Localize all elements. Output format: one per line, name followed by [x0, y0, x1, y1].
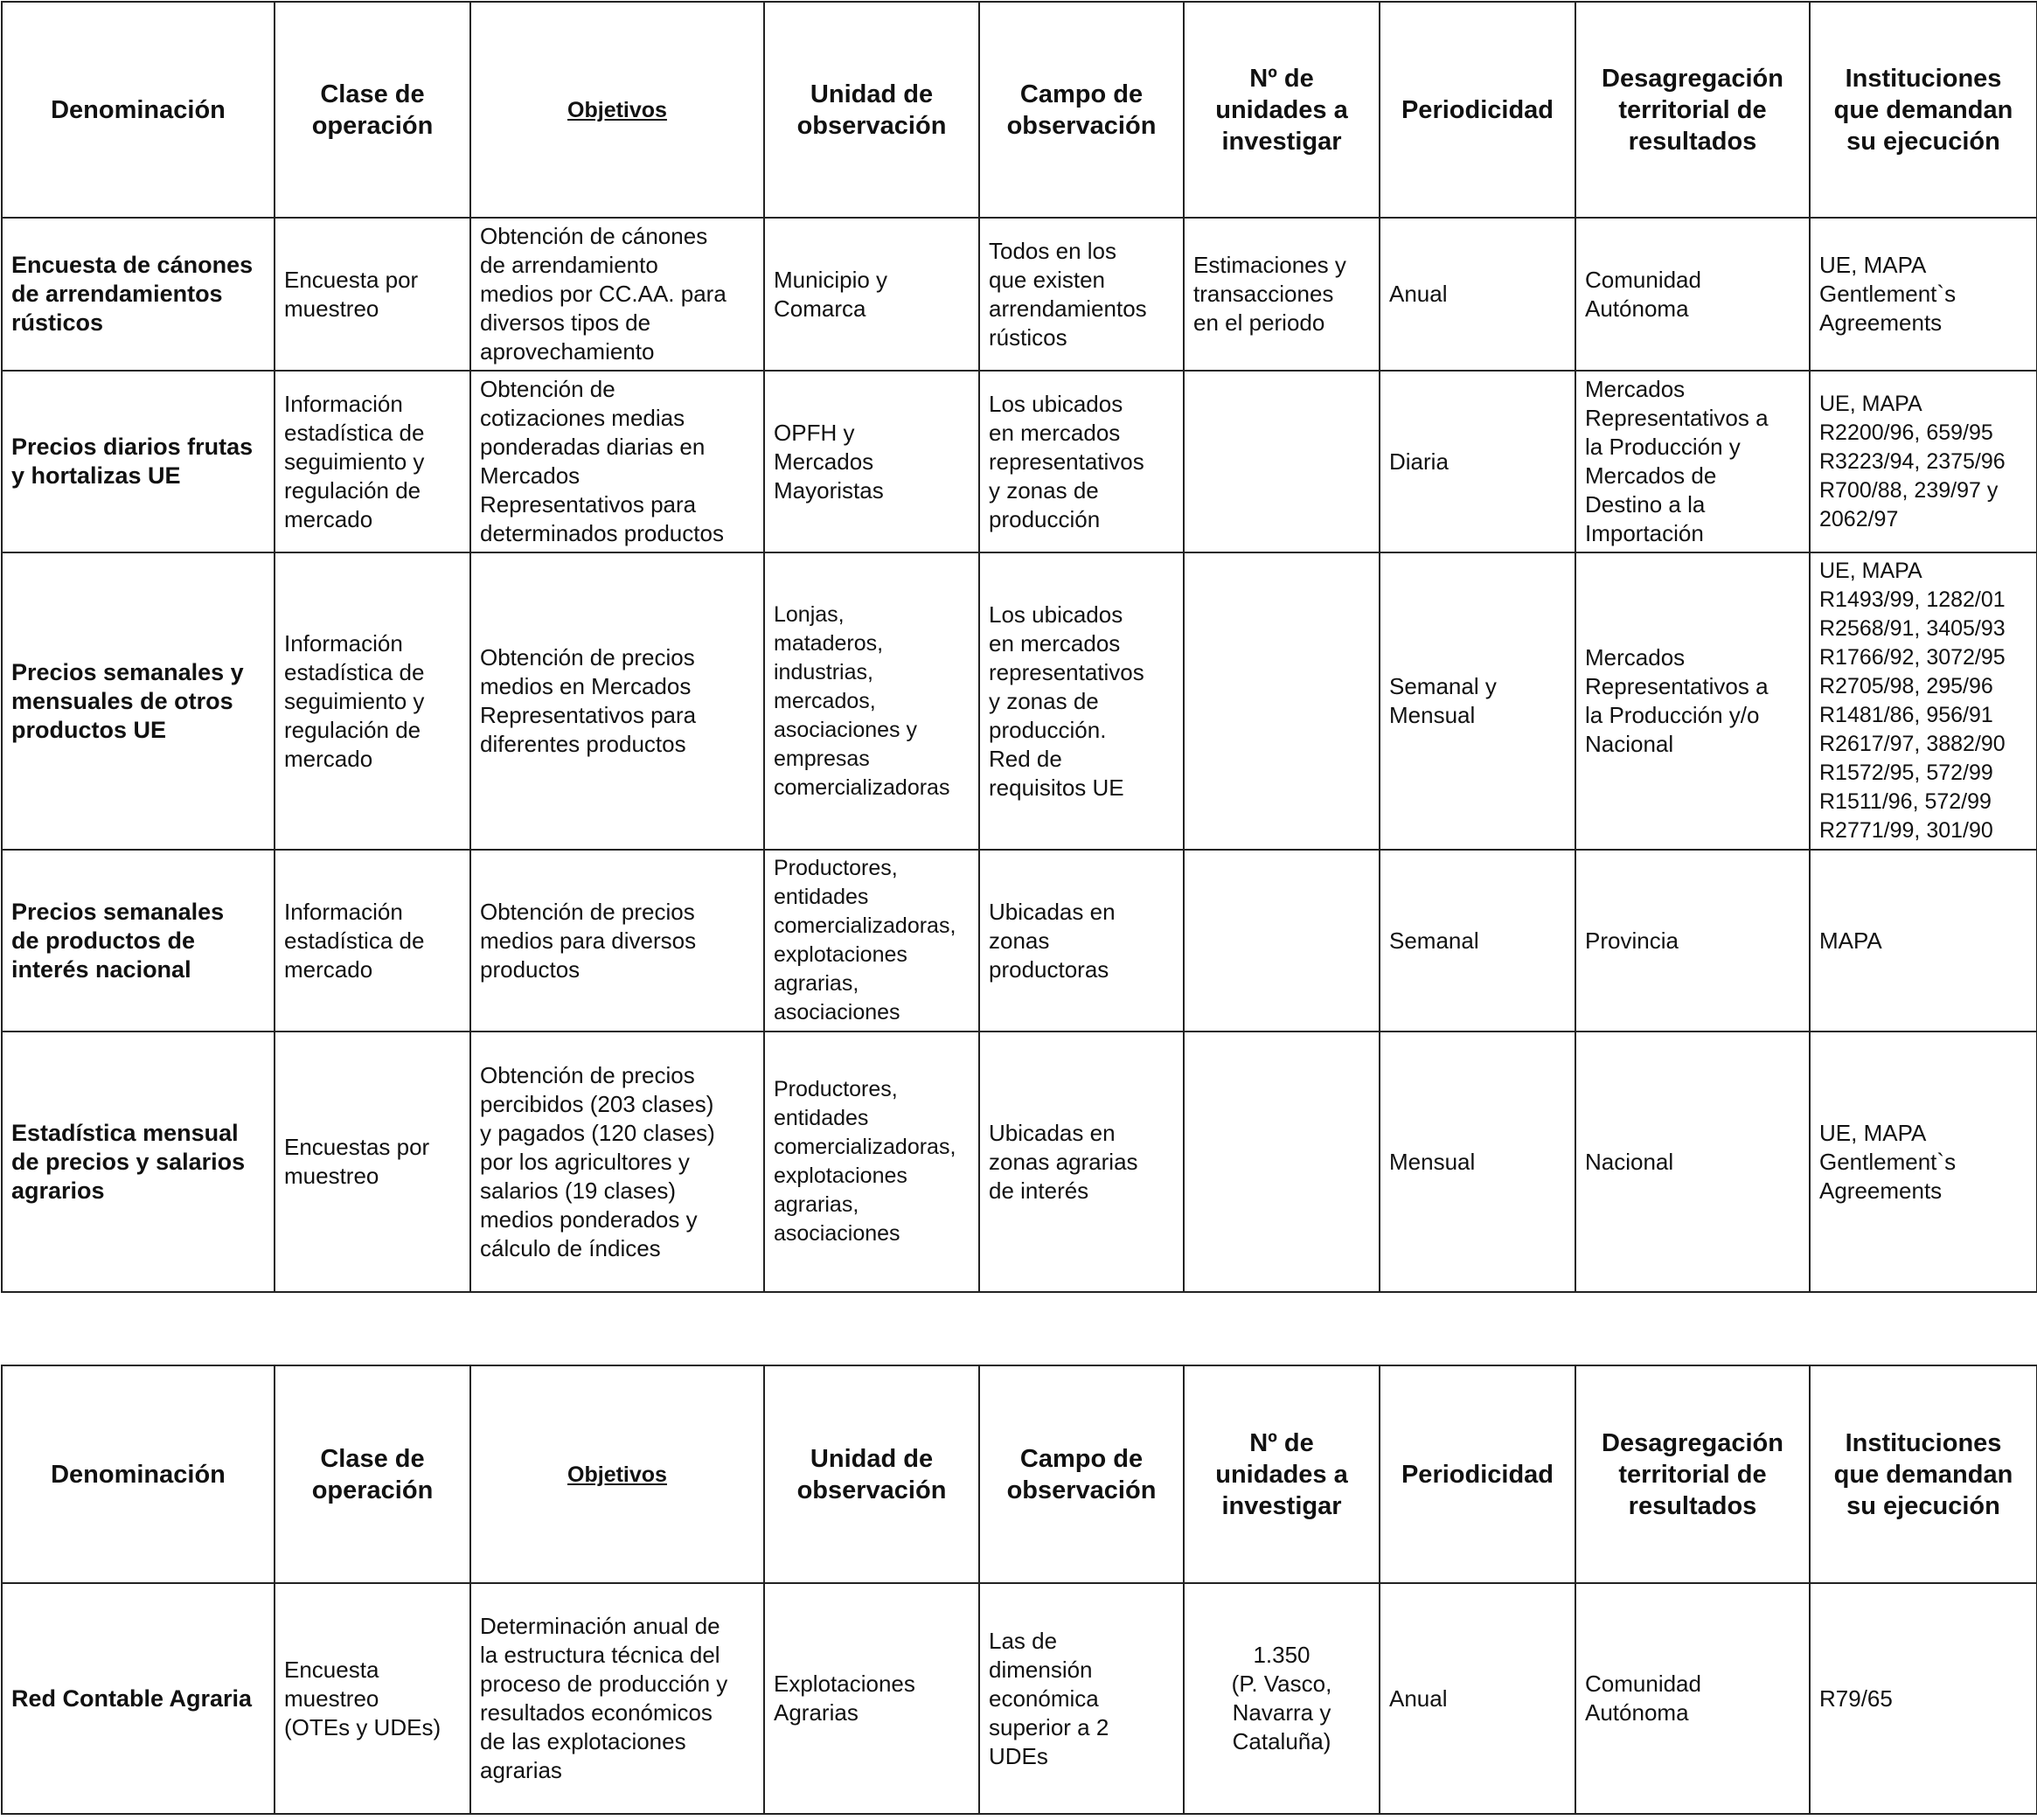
cell-instituciones: MAPA — [1810, 850, 2037, 1032]
cell-num-unidades: 1.350 (P. Vasco, Navarra y Cataluña) — [1184, 1583, 1380, 1814]
cell-instituciones: R79/65 — [1810, 1583, 2037, 1814]
cell-denominacion: Encuesta de cánones de arrendamientos rústicos — [2, 218, 275, 371]
cell-denominacion: Precios diarios frutas y hortalizas UE — [2, 371, 275, 552]
header-unidad: Unidad de observación — [764, 2, 979, 218]
header-num-unidades: Nº de unidades a investigar — [1184, 2, 1380, 218]
cell-desagregacion: Mercados Representativos a la Producción y/o Nacional — [1575, 552, 1810, 850]
header-denominacion: Denominación — [2, 1365, 275, 1583]
header-num-unidades: Nº de unidades a investigar — [1184, 1365, 1380, 1583]
cell-instituciones: UE, MAPA Gentlement`s Agreements — [1810, 1032, 2037, 1292]
cell-clase: Información estadística de seguimiento y regulación de mercado — [275, 552, 470, 850]
cell-instituciones: UE, MAPA R2200/96, 659/95 R3223/94, 2375/96 R700/88, 239/97 y 2062/97 — [1810, 371, 2037, 552]
cell-periodicidad: Semanal y Mensual — [1380, 552, 1575, 850]
header-instituciones: Instituciones que demandan su ejecución — [1810, 1365, 2037, 1583]
header-unidad: Unidad de observación — [764, 1365, 979, 1583]
cell-num-unidades — [1184, 850, 1380, 1032]
cell-desagregacion: Nacional — [1575, 1032, 1810, 1292]
cell-unidad: Municipio y Comarca — [764, 218, 979, 371]
table-row — [2, 850, 2037, 1032]
cell-denominacion: Precios semanales de productos de interés nacional — [2, 850, 275, 1032]
cell-clase: Encuesta por muestreo — [275, 218, 470, 371]
cell-num-unidades: Estimaciones y transacciones en el periodo — [1184, 218, 1380, 371]
cell-num-unidades — [1184, 371, 1380, 552]
cell-campo: Las de dimensión económica superior a 2 UDEs — [979, 1583, 1184, 1814]
cell-instituciones: UE, MAPA Gentlement`s Agreements — [1810, 218, 2037, 371]
header-denominacion: Denominación — [2, 2, 275, 218]
header-clase: Clase de operación — [275, 2, 470, 218]
cell-clase: Información estadística de mercado — [275, 850, 470, 1032]
cell-denominacion: Red Contable Agraria — [2, 1583, 275, 1814]
cell-num-unidades — [1184, 552, 1380, 850]
cell-num-unidades — [1184, 1032, 1380, 1292]
cell-campo: Los ubicados en mercados representativos y zonas de producción. Red de requisitos UE — [979, 552, 1184, 850]
table-row — [2, 218, 2037, 371]
header-objetivos: Objetivos — [470, 2, 764, 218]
cell-objetivos: Obtención de precios medios en Mercados Representativos para diferentes productos — [470, 552, 764, 850]
operations-table-1 — [1, 1, 2037, 1293]
cell-denominacion: Precios semanales y mensuales de otros productos UE — [2, 552, 275, 850]
cell-clase: Encuesta muestreo (OTEs y UDEs) — [275, 1583, 470, 1814]
cell-desagregacion: Comunidad Autónoma — [1575, 1583, 1810, 1814]
cell-objetivos: Obtención de precios percibidos (203 clases) y pagados (120 clases) por los agricultores y salarios (19 clases) medios ponderados y cálculo de índices — [470, 1032, 764, 1292]
cell-campo: Ubicadas en zonas productoras — [979, 850, 1184, 1032]
header-clase: Clase de operación — [275, 1365, 470, 1583]
cell-periodicidad: Anual — [1380, 218, 1575, 371]
cell-clase: Información estadística de seguimiento y regulación de mercado — [275, 371, 470, 552]
header-desagregacion: Desagregación territorial de resultados — [1575, 2, 1810, 218]
cell-unidad: OPFH y Mercados Mayoristas — [764, 371, 979, 552]
cell-desagregacion: Mercados Representativos a la Producción y Mercados de Destino a la Importación — [1575, 371, 1810, 552]
table-row — [2, 1032, 2037, 1292]
header-periodicidad: Periodicidad — [1380, 2, 1575, 218]
table-row — [2, 552, 2037, 850]
operations-table-2 — [1, 1365, 2037, 1815]
cell-periodicidad: Mensual — [1380, 1032, 1575, 1292]
cell-unidad: Productores, entidades comercializadoras, explotaciones agrarias, asociaciones — [764, 1032, 979, 1292]
header-row — [2, 1365, 2037, 1583]
cell-unidad: Explotaciones Agrarias — [764, 1583, 979, 1814]
header-objetivos: Objetivos — [470, 1365, 764, 1583]
cell-campo: Los ubicados en mercados representativos y zonas de producción — [979, 371, 1184, 552]
cell-periodicidad: Semanal — [1380, 850, 1575, 1032]
cell-desagregacion: Provincia — [1575, 850, 1810, 1032]
header-row — [2, 2, 2037, 218]
header-instituciones: Instituciones que demandan su ejecución — [1810, 2, 2037, 218]
table-row — [2, 1583, 2037, 1814]
cell-objetivos: Obtención de cánones de arrendamiento medios por CC.AA. para diversos tipos de aprovechamiento — [470, 218, 764, 371]
cell-campo: Ubicadas en zonas agrarias de interés — [979, 1032, 1184, 1292]
cell-objetivos: Obtención de cotizaciones medias ponderadas diarias en Mercados Representativos para determinados productos — [470, 371, 764, 552]
cell-instituciones: UE, MAPA R1493/99, 1282/01 R2568/91, 3405/93 R1766/92, 3072/95 R2705/98, 295/96 R1481/86, 956/91 R2617/97, 3882/90 R1572/95, 572/99 R1511/96, 572/99 R2771/99, 301/90 — [1810, 552, 2037, 850]
cell-unidad: Productores, entidades comercializadoras, explotaciones agrarias, asociaciones — [764, 850, 979, 1032]
cell-denominacion: Estadística mensual de precios y salarios agrarios — [2, 1032, 275, 1292]
header-campo: Campo de observación — [979, 1365, 1184, 1583]
cell-campo: Todos en los que existen arrendamientos rústicos — [979, 218, 1184, 371]
header-desagregacion: Desagregación territorial de resultados — [1575, 1365, 1810, 1583]
cell-objetivos: Determinación anual de la estructura técnica del proceso de producción y resultados económicos de las explotaciones agrarias — [470, 1583, 764, 1814]
cell-unidad: Lonjas, mataderos, industrias, mercados, asociaciones y empresas comercializadoras — [764, 552, 979, 850]
cell-periodicidad: Anual — [1380, 1583, 1575, 1814]
cell-objetivos: Obtención de precios medios para diversos productos — [470, 850, 764, 1032]
cell-clase: Encuestas por muestreo — [275, 1032, 470, 1292]
header-campo: Campo de observación — [979, 2, 1184, 218]
header-periodicidad: Periodicidad — [1380, 1365, 1575, 1583]
cell-periodicidad: Diaria — [1380, 371, 1575, 552]
table-row — [2, 371, 2037, 552]
cell-desagregacion: Comunidad Autónoma — [1575, 218, 1810, 371]
